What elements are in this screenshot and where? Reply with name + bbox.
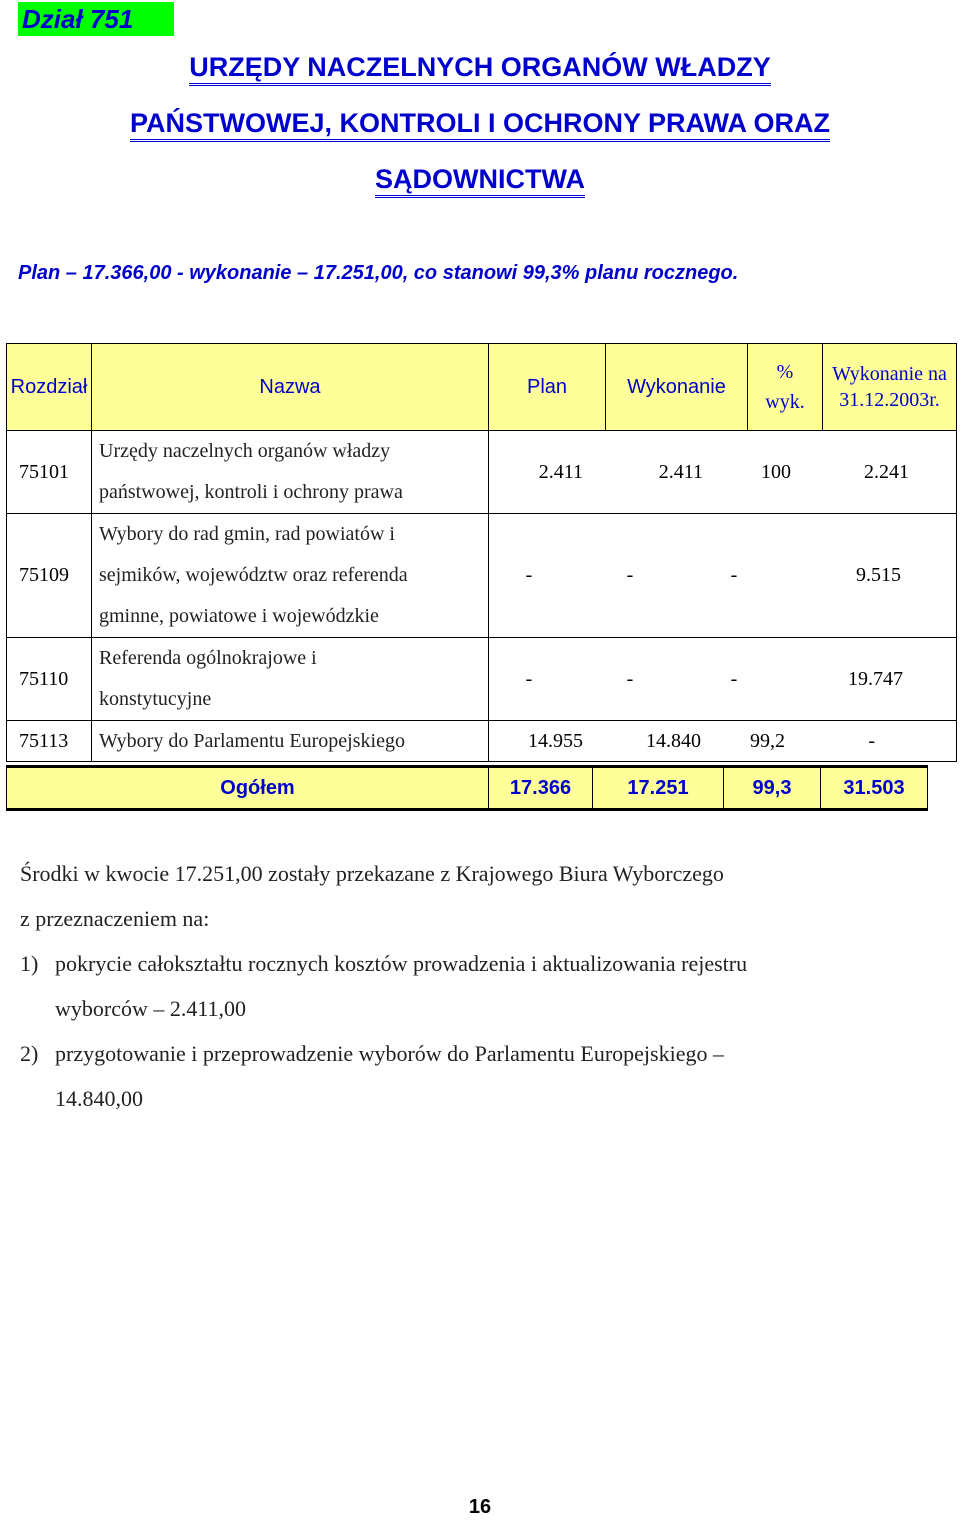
row-name: Urzędy naczelnych organów władzy państwowej, kontroli i ochrony prawa [92,431,489,514]
heading-line-2: PAŃSTWOWEJ, KONTROLI I OCHRONY PRAWA ORAZ [0,108,960,139]
row-values [489,721,957,762]
row-name: Wybory do rad gmin, rad powiatów i sejmików, województw oraz referenda gminne, powiatowe i wojewódzkie [92,514,489,638]
row-plan: 14.955 [528,729,583,752]
list-item-text: pokrycie całokształtu rocznych kosztów prowadzenia i aktualizowania rejestru [55,951,748,976]
row-code: 75110 [7,638,92,721]
heading-line-1: URZĘDY NACZELNYCH ORGANÓW WŁADZY [0,52,960,83]
row-code: 75109 [7,514,92,638]
total-plan: 17.366 [489,767,593,810]
row-wykonanie: 14.840 [646,729,701,752]
header-wykonanie: Wykonanie [606,344,748,431]
total-label: Ogółem [7,767,489,810]
list-item-text: przygotowanie i przeprowadzenie wyborów do Parlamentu Europejskiego – [55,1041,724,1066]
row-wykonanie: - [626,564,634,586]
total-date-value: 31.503 [821,767,928,810]
row-code: 75101 [7,431,92,514]
row-wykonanie: - [626,667,634,690]
page-number: 16 [468,1496,492,1518]
row-name: Wybory do Parlamentu Europejskiego [92,721,489,762]
list-item-continuation: 14.840,00 [55,1086,143,1111]
total-row [7,767,928,810]
total-percent: 99,3 [724,767,821,810]
budget-table [6,343,957,762]
row-plan: - [525,564,533,586]
row-wykonanie: 2.411 [658,460,703,483]
paragraph-line-1: Środki w kwocie 17.251,00 zostały przekazane z Krajowego Biura Wyborczego [20,861,724,886]
heading-line-3: SĄDOWNICTWA [0,164,960,195]
list-item [20,1031,724,1076]
table-row [7,638,957,721]
row-plan: 2.411 [538,460,583,483]
row-percent: 100 [761,460,791,483]
row-date-value: 9.515 [856,564,901,586]
row-values [489,638,957,721]
row-percent: - [730,667,738,690]
list-item [20,941,748,986]
list-item-continuation: wyborców – 2.411,00 [55,996,247,1021]
row-percent: 99,2 [750,729,785,752]
row-date-value: 2.241 [864,460,909,483]
header-nazwa: Nazwa [92,344,489,431]
row-date-value: 19.747 [848,667,903,690]
department-badge: Dział 751 [18,2,174,36]
table-row [7,431,957,514]
total-wykonanie: 17.251 [593,767,724,810]
table-header-row [7,344,957,431]
header-plan: Plan [489,344,606,431]
list-item-number: 1) [20,951,39,976]
total-table [6,765,928,811]
paragraph-line-2: z przeznaczeniem na: [20,906,210,931]
header-percent: % wyk. [748,344,823,431]
row-plan: - [525,667,533,690]
table-row [7,721,957,762]
row-name: Referenda ogólnokrajowe i konstytucyjne [92,638,489,721]
header-rozdzial: Rozdział [7,344,92,431]
list-item-number: 2) [20,1041,39,1066]
row-date-value: - [868,729,875,752]
row-percent: - [730,564,738,586]
table-row [7,514,957,638]
row-values [489,514,957,638]
row-code: 75113 [7,721,92,762]
row-values [489,431,957,514]
header-wykonanie-date: Wykonanie na 31.12.2003r. [823,344,957,431]
plan-summary: Plan – 17.366,00 - wykonanie – 17.251,00, co stanowi 99,3% planu rocznego. [18,262,739,284]
